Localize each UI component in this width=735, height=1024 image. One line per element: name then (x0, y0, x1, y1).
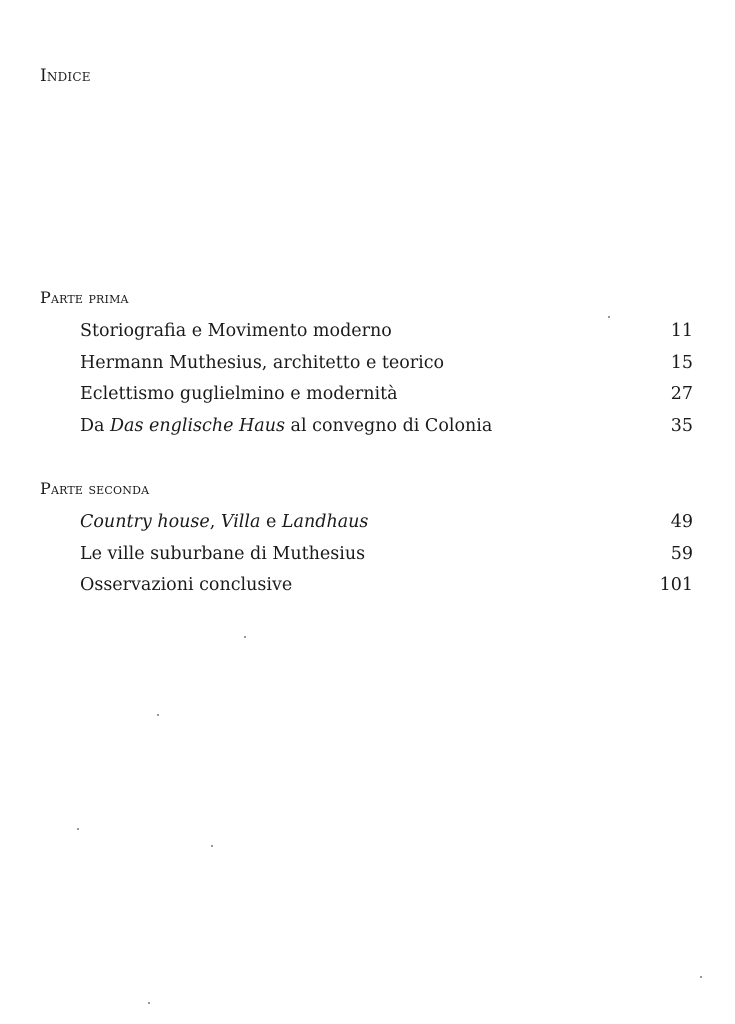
scan-speck (700, 976, 702, 978)
toc-entry[interactable] (40, 316, 695, 348)
entry-page-number: 11 (670, 321, 693, 341)
entry-title (80, 544, 365, 564)
toc-entry[interactable] (40, 507, 695, 539)
scan-speck (211, 845, 213, 847)
entry-title-italic: Villa (220, 512, 261, 532)
part-heading: Parte seconda (40, 479, 150, 498)
part-prima (40, 286, 695, 442)
part-heading: Parte prima (40, 288, 129, 307)
toc-entry[interactable] (40, 379, 695, 411)
entry-title-italic: Landhaus (281, 512, 369, 532)
entry-title-text: Osservazioni conclusive (80, 575, 293, 595)
part-seconda (40, 477, 695, 602)
entry-page-number: 35 (670, 415, 693, 436)
entry-title-text: Da (80, 415, 111, 436)
entry-page-number: 49 (670, 512, 693, 532)
entry-title (80, 416, 492, 436)
entry-title-text: , (209, 512, 221, 532)
entry-page-number: 15 (670, 352, 693, 373)
entry-title-italic: Das englische Haus (110, 415, 285, 436)
entry-title-text: Eclettismo guglielmino e modernità (80, 384, 398, 404)
entry-page-number: 27 (670, 384, 693, 404)
entry-page-number: 101 (659, 575, 693, 595)
toc-entry[interactable] (40, 570, 695, 602)
entry-title (80, 384, 398, 404)
entry-title (80, 353, 444, 373)
entry-title-text: al convegno di Colonia (284, 415, 493, 436)
scan-speck (157, 714, 159, 716)
entry-title-text: Le ville suburbane di Muthesius (80, 543, 366, 564)
entry-title (80, 575, 292, 595)
entry-title (80, 321, 392, 341)
entry-title-text: e (260, 512, 282, 532)
toc-entry[interactable] (40, 539, 695, 571)
entry-page-number: 59 (670, 543, 693, 564)
entry-title-italic: Country house (80, 512, 210, 532)
scan-speck (608, 316, 610, 318)
entry-title-text: Hermann Muthesius, architetto e teorico (80, 352, 445, 373)
entry-title-text: Storiografia e Movimento moderno (80, 321, 392, 341)
scan-speck (77, 828, 79, 830)
entry-title (80, 512, 368, 532)
index-title: Indice (40, 66, 91, 86)
toc-entry[interactable] (40, 348, 695, 380)
scan-speck (244, 636, 246, 638)
toc-entry[interactable] (40, 411, 695, 443)
scan-speck (148, 1002, 150, 1004)
